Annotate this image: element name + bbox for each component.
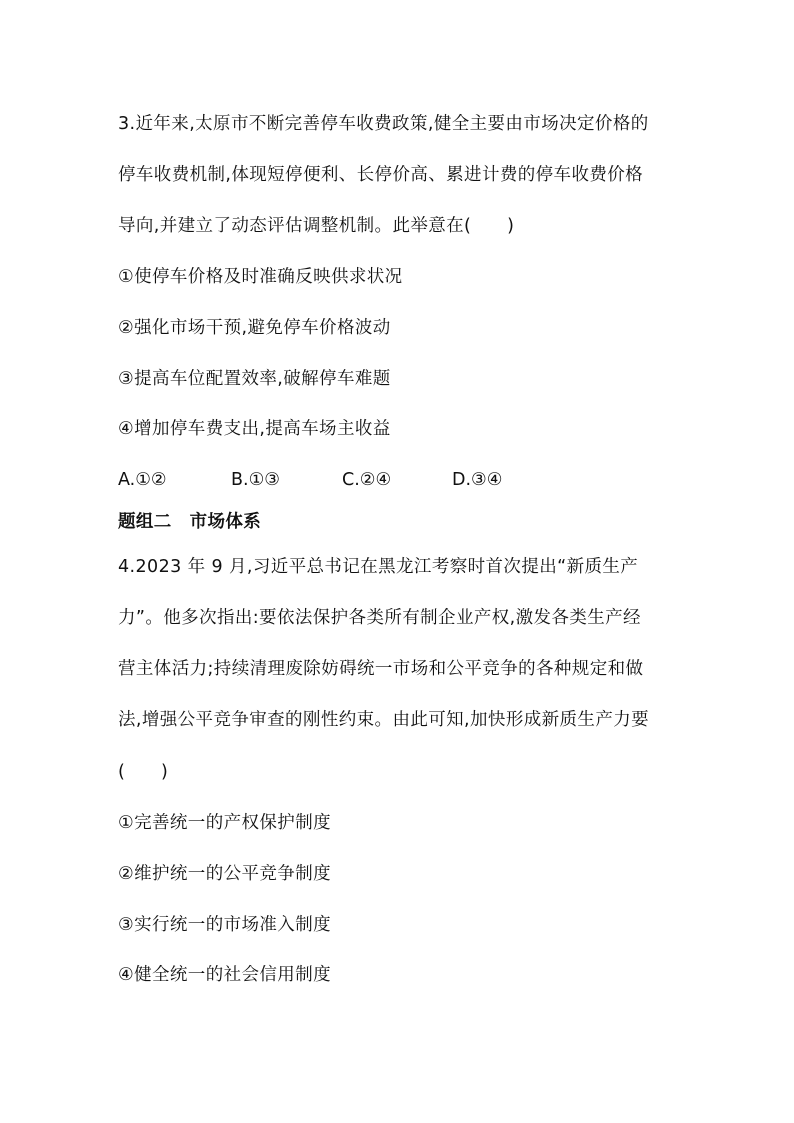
choice-b: B.①③: [231, 470, 280, 490]
question-3-item-1: ①使停车价格及时准确反映供求状况: [118, 267, 403, 287]
question-4-line-3: 营主体活力;持续清理废除妨碍统一市场和公平竞争的各种规定和做: [118, 659, 644, 679]
choice-d: D.③④: [452, 470, 503, 490]
question-3-item-4: ④增加停车费支出,提高车场主收益: [118, 419, 391, 439]
question-4-item-3: ③实行统一的市场准入制度: [118, 915, 331, 935]
question-4-line-5: ( ): [118, 762, 169, 782]
question-4-item-1: ①完善统一的产权保护制度: [118, 813, 331, 833]
question-3-item-2: ②强化市场干预,避免停车价格波动: [118, 318, 391, 338]
choice-a: A.①②: [118, 470, 167, 490]
question-3-line-2: 停车收费机制,体现短停便利、长停价高、累进计费的停车收费价格: [118, 165, 644, 185]
question-3-line-3: 导向,并建立了动态评估调整机制。此举意在( ): [118, 216, 515, 236]
section-heading: 题组二 市场体系: [118, 512, 262, 532]
question-4-line-4: 法,增强公平竞争审查的刚性约束。由此可知,加快形成新质生产力要: [118, 710, 650, 730]
question-3-choices: [118, 468, 678, 492]
question-4-line-1: 4.2023 年 9 月,习近平总书记在黑龙江考察时首次提出“新质生产: [118, 557, 639, 577]
question-4-line-2: 力”。他多次指出:要依法保护各类所有制企业产权,激发各类生产经: [118, 608, 641, 628]
question-3-item-3: ③提高车位配置效率,破解停车难题: [118, 369, 391, 389]
question-3-line-1: 3.近年来,太原市不断完善停车收费政策,健全主要由市场决定价格的: [118, 114, 649, 134]
question-4-item-2: ②维护统一的公平竞争制度: [118, 864, 331, 884]
choice-c: C.②④: [342, 470, 392, 490]
question-4-item-4: ④健全统一的社会信用制度: [118, 965, 331, 985]
